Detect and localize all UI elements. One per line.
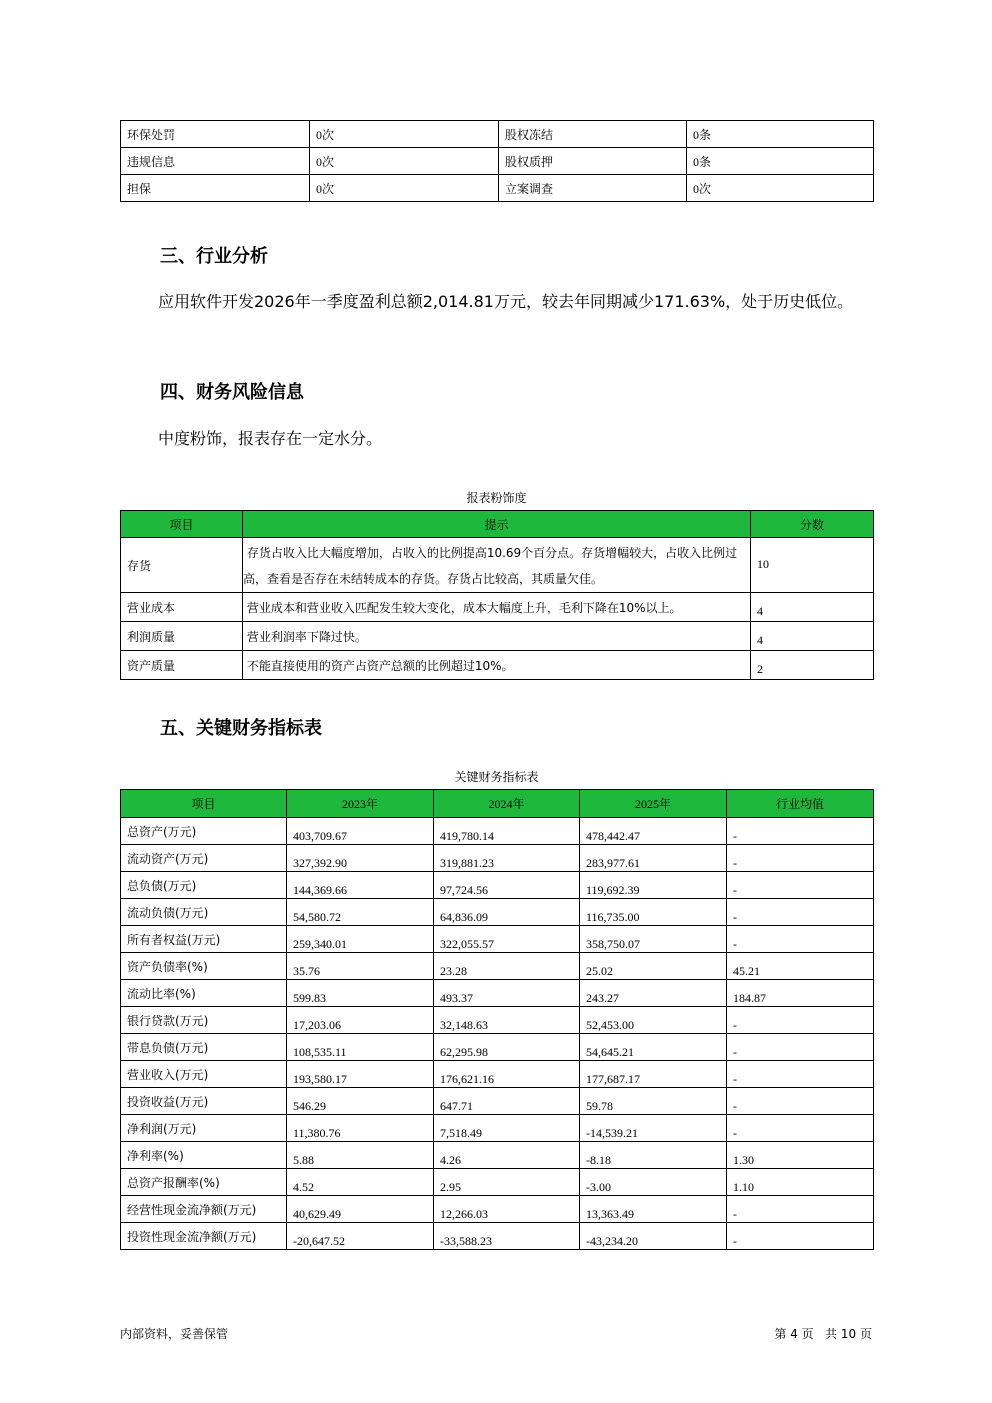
indicator-value: 45.21 bbox=[727, 953, 874, 980]
table-row bbox=[121, 148, 874, 175]
risk-summary-table bbox=[120, 120, 874, 202]
table-row bbox=[121, 593, 874, 622]
indicator-value: 184.87 bbox=[727, 980, 874, 1007]
indicator-value: 319,881.23 bbox=[434, 845, 580, 872]
indicator-value: 546.29 bbox=[287, 1088, 434, 1115]
table-row bbox=[121, 899, 874, 926]
item-cell: 存货 bbox=[121, 538, 243, 593]
indicator-value: - bbox=[727, 1007, 874, 1034]
indicator-value: - bbox=[727, 1088, 874, 1115]
indicator-label: 净利润(万元) bbox=[121, 1115, 287, 1142]
column-header: 项目 bbox=[121, 511, 243, 538]
indicator-value: 97,724.56 bbox=[434, 872, 580, 899]
key-indicators-table bbox=[120, 789, 874, 1250]
indicator-value: 32,148.63 bbox=[434, 1007, 580, 1034]
table-row bbox=[121, 953, 874, 980]
industry-paragraph: 应用软件开发2026年一季度盈利总额2,014.81万元，较去年同期减少171.63%，处于历史低位。 bbox=[158, 292, 854, 311]
indicator-value: 403,709.67 bbox=[287, 818, 434, 845]
score-cell: 4 bbox=[751, 622, 874, 651]
indicator-value: 52,453.00 bbox=[580, 1007, 727, 1034]
indicator-value: 177,687.17 bbox=[580, 1061, 727, 1088]
risk-value: 0条 bbox=[687, 148, 874, 175]
indicator-value: 25.02 bbox=[580, 953, 727, 980]
indicator-value: 7,518.49 bbox=[434, 1115, 580, 1142]
indicator-value: 599.83 bbox=[287, 980, 434, 1007]
indicator-label: 投资收益(万元) bbox=[121, 1088, 287, 1115]
indicator-value: 2.95 bbox=[434, 1169, 580, 1196]
indicator-value: -43,234.20 bbox=[580, 1223, 727, 1250]
risk-value: 0条 bbox=[687, 121, 874, 148]
indicator-value: 17,203.06 bbox=[287, 1007, 434, 1034]
score-cell: 4 bbox=[751, 593, 874, 622]
table-row bbox=[121, 926, 874, 953]
tip-cell: 不能直接使用的资产占资产总额的比例超过10%。 bbox=[243, 651, 751, 680]
risk-label: 违规信息 bbox=[121, 148, 310, 175]
indicator-value: 176,621.16 bbox=[434, 1061, 580, 1088]
indicator-value: 116,735.00 bbox=[580, 899, 727, 926]
indicator-label: 流动负债(万元) bbox=[121, 899, 287, 926]
footer-page-number: 第 4 页 共 10 页 bbox=[774, 1327, 872, 1341]
indicator-value: -20,647.52 bbox=[287, 1223, 434, 1250]
item-cell: 资产质量 bbox=[121, 651, 243, 680]
indicator-value: - bbox=[727, 1115, 874, 1142]
table-row bbox=[121, 622, 874, 651]
indicator-label: 总资产报酬率(%) bbox=[121, 1169, 287, 1196]
risk-value: 0次 bbox=[310, 121, 499, 148]
indicator-value: 1.30 bbox=[727, 1142, 874, 1169]
indicator-value: - bbox=[727, 872, 874, 899]
risk-label: 股权冻结 bbox=[499, 121, 687, 148]
indicator-value: - bbox=[727, 1196, 874, 1223]
indicator-value: - bbox=[727, 1061, 874, 1088]
table-row bbox=[121, 1196, 874, 1223]
indicator-value: -14,539.21 bbox=[580, 1115, 727, 1142]
table-row bbox=[121, 1007, 874, 1034]
indicator-value: - bbox=[727, 899, 874, 926]
indicator-value: 193,580.17 bbox=[287, 1061, 434, 1088]
tip-cell: 营业利润率下降过快。 bbox=[243, 622, 751, 651]
table-row bbox=[121, 845, 874, 872]
indicator-value: 54,645.21 bbox=[580, 1034, 727, 1061]
table-row bbox=[121, 1142, 874, 1169]
footer-left: 内部资料，妥善保管 bbox=[120, 1327, 229, 1341]
indicator-value: 478,442.47 bbox=[580, 818, 727, 845]
column-header: 2025年 bbox=[580, 790, 727, 818]
indicator-value: -3.00 bbox=[580, 1169, 727, 1196]
column-header: 2024年 bbox=[434, 790, 580, 818]
risk-label: 担保 bbox=[121, 175, 310, 202]
indicator-label: 经营性现金流净额(万元) bbox=[121, 1196, 287, 1223]
indicator-value: 647.71 bbox=[434, 1088, 580, 1115]
column-header: 行业均值 bbox=[727, 790, 874, 818]
column-header: 2023年 bbox=[287, 790, 434, 818]
risk-label: 环保处罚 bbox=[121, 121, 310, 148]
section-heading-key-indicators: 五、关键财务指标表 bbox=[160, 718, 322, 739]
tip-cell: 存货占收入比大幅度增加，占收入的比例提高10.69个百分点。存货增幅较大，占收入比例过高，查看是否存在未结转成本的存货。存货占比较高，其质量欠佳。 bbox=[243, 538, 751, 593]
tip-cell: 营业成本和营业收入匹配发生较大变化，成本大幅度上升，毛利下降在10%以上。 bbox=[243, 593, 751, 622]
whitewash-table bbox=[120, 510, 874, 680]
financial-risk-paragraph: 中度粉饰，报表存在一定水分。 bbox=[158, 429, 383, 448]
table-caption-key-indicators: 关键财务指标表 bbox=[454, 770, 539, 784]
indicator-value: 243.27 bbox=[580, 980, 727, 1007]
indicator-value: 283,977.61 bbox=[580, 845, 727, 872]
table-row bbox=[121, 872, 874, 899]
indicator-value: 493.37 bbox=[434, 980, 580, 1007]
indicator-value: 35.76 bbox=[287, 953, 434, 980]
indicator-label: 营业收入(万元) bbox=[121, 1061, 287, 1088]
table-row bbox=[121, 1088, 874, 1115]
indicator-value: 144,369.66 bbox=[287, 872, 434, 899]
table-row bbox=[121, 651, 874, 680]
item-cell: 营业成本 bbox=[121, 593, 243, 622]
indicator-value: 12,266.03 bbox=[434, 1196, 580, 1223]
indicator-value: - bbox=[727, 818, 874, 845]
score-cell: 10 bbox=[751, 538, 874, 593]
indicator-value: - bbox=[727, 845, 874, 872]
indicator-value: 64,836.09 bbox=[434, 899, 580, 926]
indicator-value: - bbox=[727, 1034, 874, 1061]
indicator-label: 银行贷款(万元) bbox=[121, 1007, 287, 1034]
indicator-label: 总资产(万元) bbox=[121, 818, 287, 845]
indicator-value: 59.78 bbox=[580, 1088, 727, 1115]
risk-label: 股权质押 bbox=[499, 148, 687, 175]
indicator-value: 419,780.14 bbox=[434, 818, 580, 845]
indicator-value: 62,295.98 bbox=[434, 1034, 580, 1061]
risk-value: 0次 bbox=[687, 175, 874, 202]
indicator-value: 1.10 bbox=[727, 1169, 874, 1196]
indicator-value: 358,750.07 bbox=[580, 926, 727, 953]
table-row bbox=[121, 818, 874, 845]
table-row bbox=[121, 121, 874, 148]
risk-value: 0次 bbox=[310, 175, 499, 202]
indicator-value: 4.26 bbox=[434, 1142, 580, 1169]
item-cell: 利润质量 bbox=[121, 622, 243, 651]
indicator-value: 54,580.72 bbox=[287, 899, 434, 926]
indicator-value: 5.88 bbox=[287, 1142, 434, 1169]
section-heading-financial-risk: 四、财务风险信息 bbox=[160, 382, 304, 403]
indicator-label: 流动比率(%) bbox=[121, 980, 287, 1007]
table-row bbox=[121, 538, 874, 593]
indicator-label: 带息负债(万元) bbox=[121, 1034, 287, 1061]
indicator-value: 4.52 bbox=[287, 1169, 434, 1196]
column-header: 分数 bbox=[751, 511, 874, 538]
indicator-value: 108,535.11 bbox=[287, 1034, 434, 1061]
table-row bbox=[121, 1223, 874, 1250]
indicator-value: 327,392.90 bbox=[287, 845, 434, 872]
indicator-value: 23.28 bbox=[434, 953, 580, 980]
section-heading-industry: 三、行业分析 bbox=[160, 246, 268, 267]
indicator-value: 322,055.57 bbox=[434, 926, 580, 953]
indicator-label: 流动资产(万元) bbox=[121, 845, 287, 872]
table-row bbox=[121, 1061, 874, 1088]
risk-value: 0次 bbox=[310, 148, 499, 175]
table-row bbox=[121, 1034, 874, 1061]
indicator-value: -8.18 bbox=[580, 1142, 727, 1169]
indicator-value: - bbox=[727, 1223, 874, 1250]
table-row bbox=[121, 1169, 874, 1196]
indicator-label: 总负债(万元) bbox=[121, 872, 287, 899]
table-caption-whitewash: 报表粉饰度 bbox=[466, 491, 527, 505]
risk-label: 立案调查 bbox=[499, 175, 687, 202]
column-header: 提示 bbox=[243, 511, 751, 538]
indicator-value: 40,629.49 bbox=[287, 1196, 434, 1223]
indicator-value: 259,340.01 bbox=[287, 926, 434, 953]
indicator-value: 119,692.39 bbox=[580, 872, 727, 899]
table-row bbox=[121, 175, 874, 202]
column-header: 项目 bbox=[121, 790, 287, 818]
indicator-value: -33,588.23 bbox=[434, 1223, 580, 1250]
table-row bbox=[121, 980, 874, 1007]
indicator-value: 13,363.49 bbox=[580, 1196, 727, 1223]
score-cell: 2 bbox=[751, 651, 874, 680]
indicator-label: 净利率(%) bbox=[121, 1142, 287, 1169]
indicator-label: 所有者权益(万元) bbox=[121, 926, 287, 953]
indicator-label: 资产负债率(%) bbox=[121, 953, 287, 980]
indicator-label: 投资性现金流净额(万元) bbox=[121, 1223, 287, 1250]
table-row bbox=[121, 1115, 874, 1142]
indicator-value: - bbox=[727, 926, 874, 953]
indicator-value: 11,380.76 bbox=[287, 1115, 434, 1142]
